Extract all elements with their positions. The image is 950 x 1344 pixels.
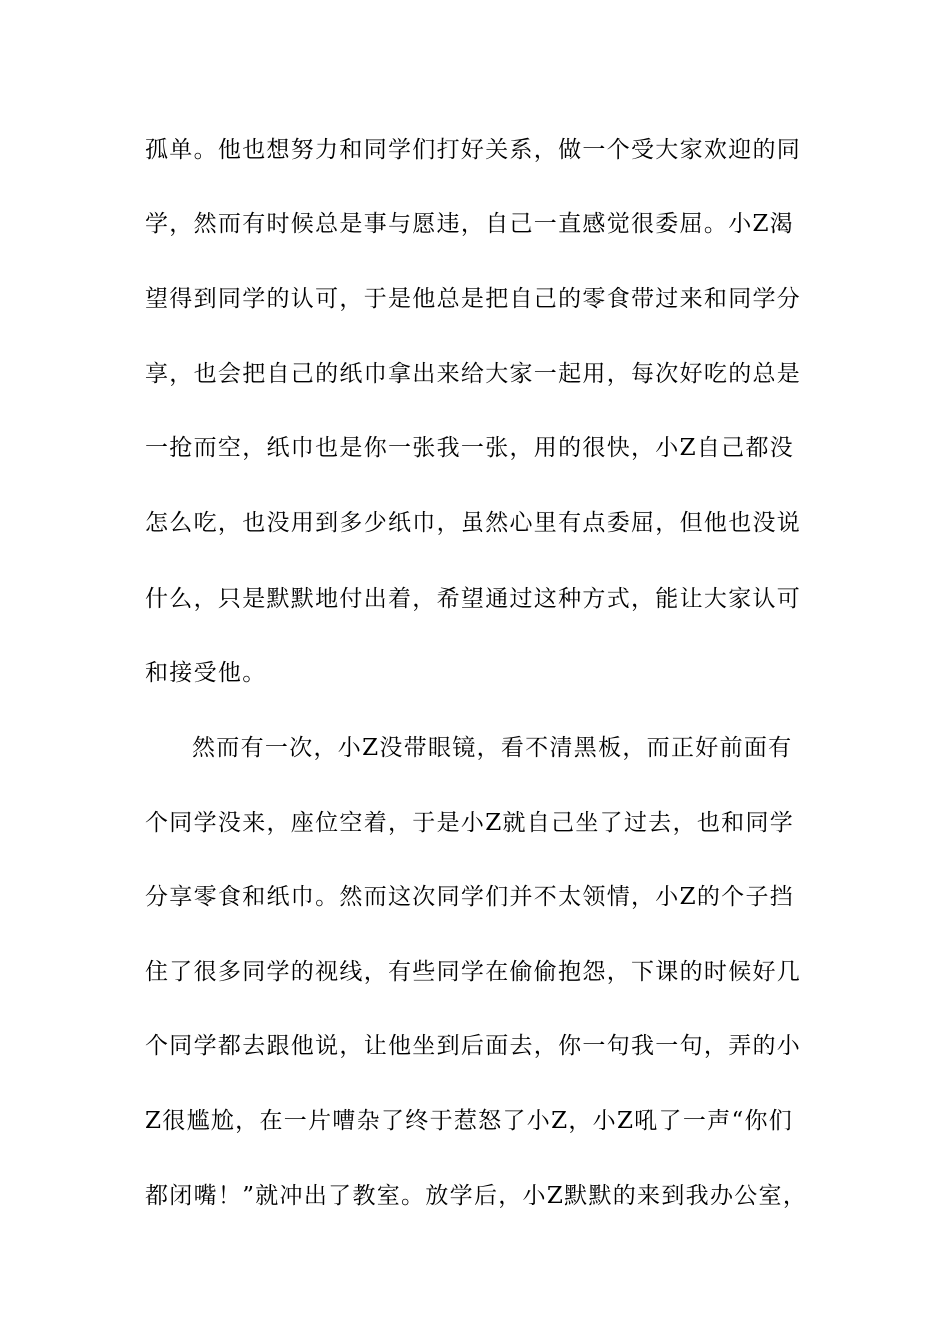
- text-line: 一抢而空，纸巾也是你一张我一张，用的很快，小Z自己都没: [145, 435, 795, 461]
- text-line: 什么，只是默默地付出着，希望通过这种方式，能让大家认可: [145, 586, 802, 612]
- text-line: 都闭嘴！”就冲出了教室。放学后，小Z默默的来到我办公室，: [145, 1183, 808, 1209]
- text-line: 个同学没来，座位空着，于是小Z就自己坐了过去，也和同学: [145, 810, 795, 836]
- text-line: 孤单。他也想努力和同学们打好关系，做一个受大家欢迎的同: [145, 137, 802, 163]
- paragraph-first-line: 然而有一次，小Z没带眼镜，看不清黑板，而正好前面有: [192, 735, 793, 761]
- text-line: 学，然而有时候总是事与愿违，自己一直感觉很委屈。小Z渴: [145, 211, 795, 237]
- text-line: 分享零食和纸巾。然而这次同学们并不太领情，小Z的个子挡: [145, 884, 795, 910]
- text-line: 怎么吃，也没用到多少纸巾，虽然心里有点委屈，但他也没说: [145, 510, 802, 536]
- text-line: Z很尴尬，在一片嘈杂了终于惹怒了小Z，小Z吼了一声“你们: [145, 1108, 794, 1134]
- text-line: 享，也会把自己的纸巾拿出来给大家一起用，每次好吃的总是: [145, 361, 802, 387]
- text-line: 望得到同学的认可，于是他总是把自己的零食带过来和同学分: [145, 286, 802, 312]
- text-line: 个同学都去跟他说，让他坐到后面去，你一句我一句，弄的小: [145, 1033, 802, 1059]
- text-line: 住了很多同学的视线，有些同学在偷偷抱怨，下课的时候好几: [145, 959, 802, 985]
- text-line: 和接受他。: [145, 660, 267, 686]
